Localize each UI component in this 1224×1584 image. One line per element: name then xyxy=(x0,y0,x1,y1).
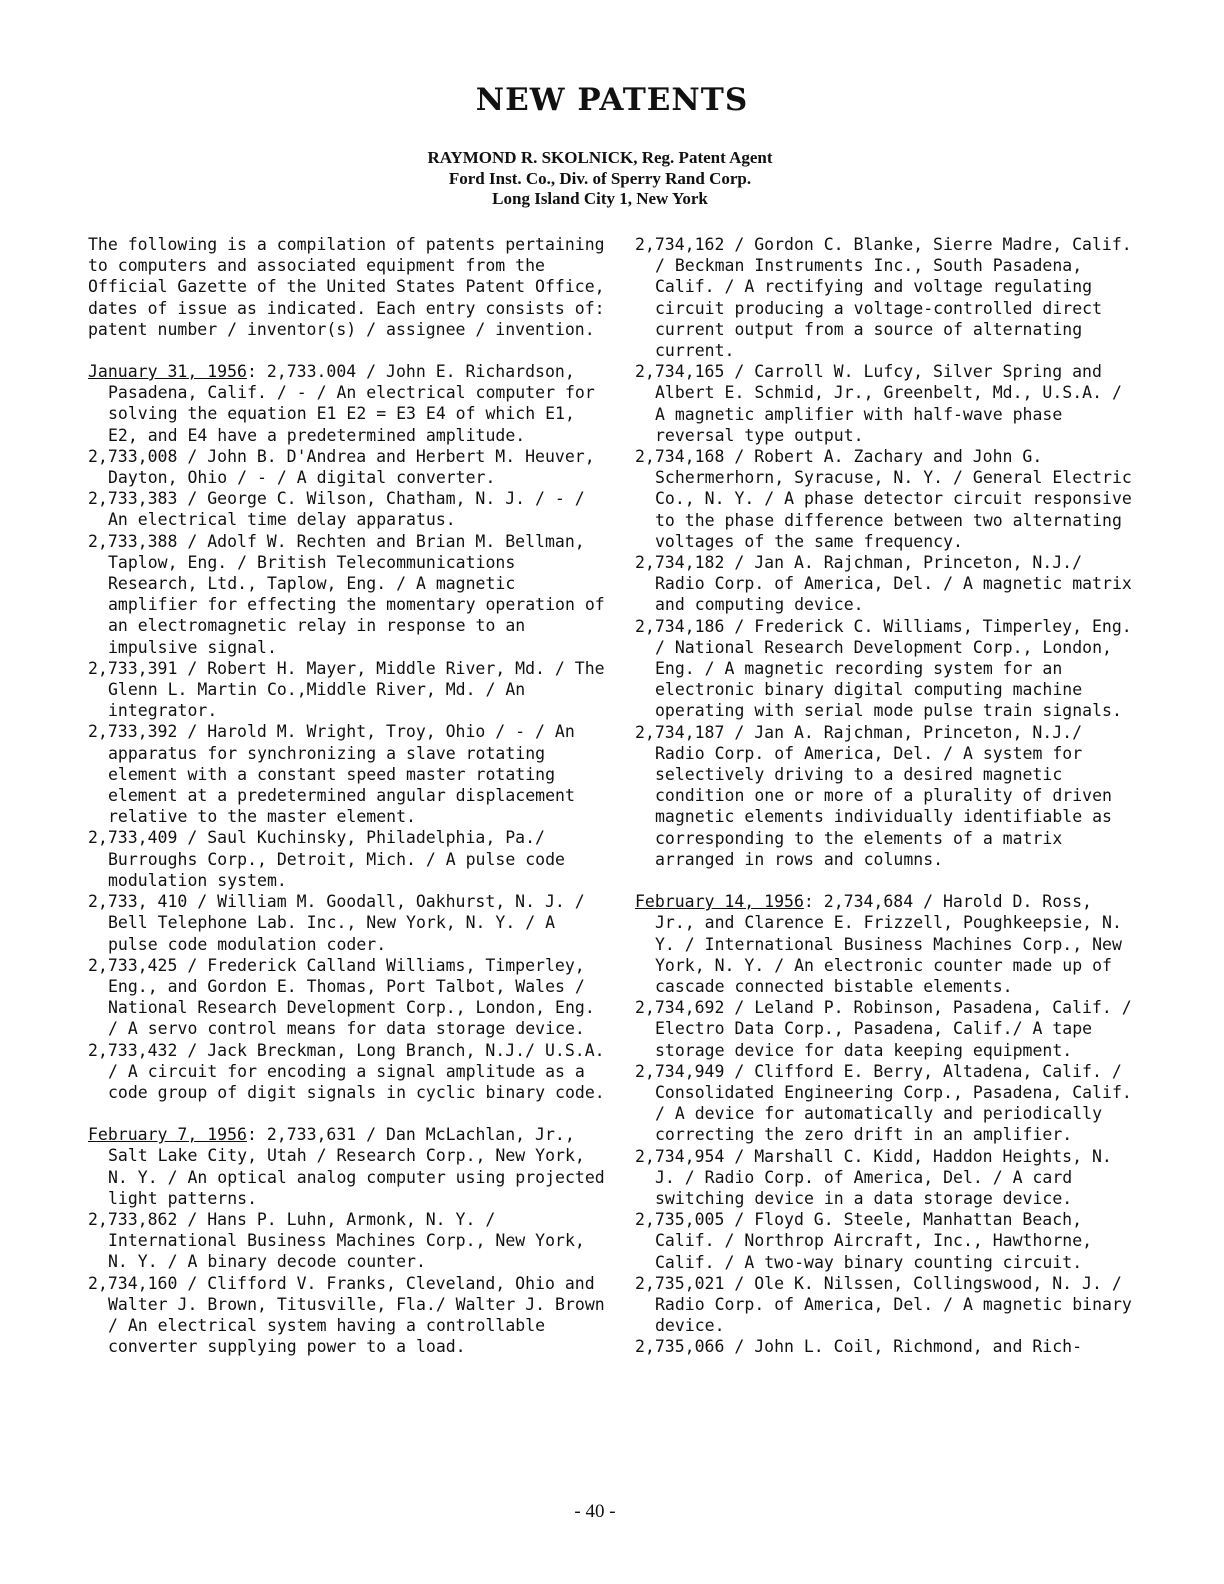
section-date: February 7, 1956 xyxy=(88,1125,247,1145)
section-february-14 xyxy=(635,891,1135,1357)
author-address: Long Island City 1, New York xyxy=(492,189,708,208)
right-column xyxy=(635,234,1135,1379)
patent-entry: 2,734,692 / Leland P. Robinson, Pasadena, Calif. / Electro Data Corp., Pasadena, Calif./ A tape storage device for data keeping equipment. xyxy=(635,998,1132,1060)
patent-entry: 2,734,187 / Jan A. Rajchman, Princeton, N.J./ Radio Corp. of America, Del. / A system for selectively driving to a desired magnetic condition one or more of a plurality of driven magnetic elements individually identifiable as corresponding to the elements of a matrix arranged in rows and columns. xyxy=(635,722,1112,869)
patent-entry: 2,733,388 / Adolf W. Rechten and Brian M. Bellman, Taplow, Eng. / British Telecommunications Research, Ltd., Taplow, Eng. / A magnetic amplifier for effecting the momentary operation of an electromagnetic relay in response to an impulsive signal. xyxy=(88,531,605,657)
patent-entry: 2,734,949 / Clifford E. Berry, Altadena, Calif. / Consolidated Engineering Corp., Pasadena, Calif. / A device for automatically and periodically correcting the zero drift in an amplifier. xyxy=(635,1061,1132,1145)
page-title: NEW PATENTS xyxy=(475,82,749,118)
patent-entry: 2,734,165 / Carroll W. Lufcy, Silver Spring and Albert E. Schmid, Jr., Greenbelt, Md., U.S.A. / A magnetic amplifier with half-wave phase reversal type output. xyxy=(635,362,1122,445)
patent-entry: 2,734,186 / Frederick C. Williams, Timperley, Eng. / National Research Development Corp., London, Eng. / A magnetic recording system for an electronic binary digital computing machine operating with serial mode pulse train signals. xyxy=(635,616,1132,721)
patent-entry: 2,733,409 / Saul Kuchinsky, Philadelphia, Pa./ Burroughs Corp., Detroit, Mich. / A pulse code modulation system. xyxy=(88,828,565,890)
patent-entry: 2,733,383 / George C. Wilson, Chatham, N. J. / - / An electrical time delay apparatus. xyxy=(88,489,585,530)
patent-entry: 2,733,432 / Jack Breckman, Long Branch, N.J./ U.S.A. / A circuit for encoding a signal amplitude as a code group of digit signals in cyclic binary code. xyxy=(88,1040,605,1102)
patent-entry: 2,734,954 / Marshall C. Kidd, Haddon Heights, N. J. / Radio Corp. of America, Del. / A card switching device in a data storage device. xyxy=(635,1146,1112,1208)
author-name: RAYMOND R. SKOLNICK, Reg. Patent Agent xyxy=(427,148,773,167)
intro-paragraph: The following is a compilation of patents pertaining to computers and associated equipment from the Official Gazette of the United States Patent Office, dates of issue as indicated. Each entry consists of: patent number / inventor(s) / assignee / invention. xyxy=(88,235,605,339)
patent-entry: 2,734,168 / Robert A. Zachary and John G. Schermerhorn, Syracuse, N. Y. / General Electric Co., N. Y. / A phase detector circuit responsive to the phase difference between two alternating voltages of the same frequency. xyxy=(635,447,1132,551)
patent-entry: 2,733,425 / Frederick Calland Williams, Timperley, Eng., and Gordon E. Thomas, Port Talbot, Wales / National Research Development Corp., London, Eng. / A servo control means for data storage device. xyxy=(88,955,595,1039)
entry-text: 2,734,684 / Harold D. Ross, Jr., and Clarence E. Frizzell, Poughkeepsie, N. Y. / International Business Machines Corp., New York, N. Y. / An electronic counter made up of cascade connected bistable elements. xyxy=(655,892,1122,996)
patent-entry: 2,733,008 / John B. D'Andrea and Herbert M. Heuver, Dayton, Ohio / - / A digital converter. xyxy=(88,446,595,488)
patent-entry: 2,735,021 / Ole K. Nilssen, Collingswood, N. J. / Radio Corp. of America, Del. / A magnetic binary device. xyxy=(635,1273,1132,1336)
patent-entry: 2,733, 410 / William M. Goodall, Oakhurst, N. J. / Bell Telephone Lab. Inc., New York, N. Y. / A pulse code modulation coder. xyxy=(88,892,585,954)
patent-entry: 2,734,162 / Gordon C. Blanke, Sierre Madre, Calif. / Beckman Instruments Inc., South Pasadena, Calif. / A rectifying and voltage regulating circuit producing a voltage-controlled direct current output from a source of alternating current. xyxy=(635,235,1132,361)
section-february-7-part1 xyxy=(88,1124,608,1357)
section-february-7-part2 xyxy=(635,234,1135,870)
section-january-31 xyxy=(88,361,608,1103)
section-date: January 31, 1956 xyxy=(88,362,247,382)
patent-entry: 2,735,066 / John L. Coil, Richmond, and Rich- xyxy=(635,1337,1083,1357)
entry-text: 2,733,631 / Dan McLachlan, Jr., Salt Lake City, Utah / Research Corp., New York, N. Y. / An optical analog computer using projected light patterns. xyxy=(108,1125,605,1208)
patent-entry: 2,733,862 / Hans P. Luhn, Armonk, N. Y. / International Business Machines Corp., New York, N. Y. / A binary decode counter. xyxy=(88,1209,585,1272)
patent-entry: 2,735,005 / Floyd G. Steele, Manhattan Beach, Calif. / Northrop Aircraft, Inc., Hawthorne, Calif. / A two-way binary counting circuit. xyxy=(635,1210,1093,1272)
entry-text: 2,733.004 / John E. Richardson, Pasadena, Calif. / - / An electrical computer for solving the equation E1 E2 = E3 E4 of which E1, E2, and E4 have a predetermined amplitude. xyxy=(108,362,595,445)
author-affiliation: Ford Inst. Co., Div. of Sperry Rand Corp. xyxy=(448,168,752,188)
patent-entry: February 14, 1956: 2,734,684 / Harold D. Ross, Jr., and Clarence E. Frizzell, Poughkeepsie, N. Y. / International Business Machines Corp., New York, N. Y. / An electronic counter made up of cascade connected bistable elements. xyxy=(635,892,1122,996)
patent-entry: 2,733,392 / Harold M. Wright, Troy, Ohio / - / An apparatus for synchronizing a slave rotating element with a constant speed master rotating element at a predetermined angular displacement relative to the master element. xyxy=(88,722,575,827)
author-byline xyxy=(0,148,1200,210)
patent-entry: 2,734,160 / Clifford V. Franks, Cleveland, Ohio and Walter J. Brown, Titusville, Fla./ Walter J. Brown / An electrical system having a controllable converter supplying power to a load. xyxy=(88,1273,605,1357)
patent-entry: February 7, 1956: 2,733,631 / Dan McLachlan, Jr., Salt Lake City, Utah / Research Corp., New York, N. Y. / An optical analog computer using projected light patterns. xyxy=(88,1125,605,1208)
page-number: - 40 - xyxy=(574,1501,616,1522)
section-date: February 14, 1956 xyxy=(635,892,804,912)
left-column xyxy=(88,234,608,1378)
patent-entry: 2,734,182 / Jan A. Rajchman, Princeton, N.J./ Radio Corp. of America, Del. / A magnetic matrix and computing device. xyxy=(635,553,1132,615)
patent-entry: 2,733,391 / Robert H. Mayer, Middle River, Md. / The Glenn L. Martin Co.,Middle River, Md. / An integrator. xyxy=(88,658,605,721)
patent-entry: January 31, 1956: 2,733.004 / John E. Richardson, Pasadena, Calif. / - / An electrical computer for solving the equation E1 E2 = E3 E4 of which E1, E2, and E4 have a predetermined amplitude. xyxy=(88,362,595,445)
